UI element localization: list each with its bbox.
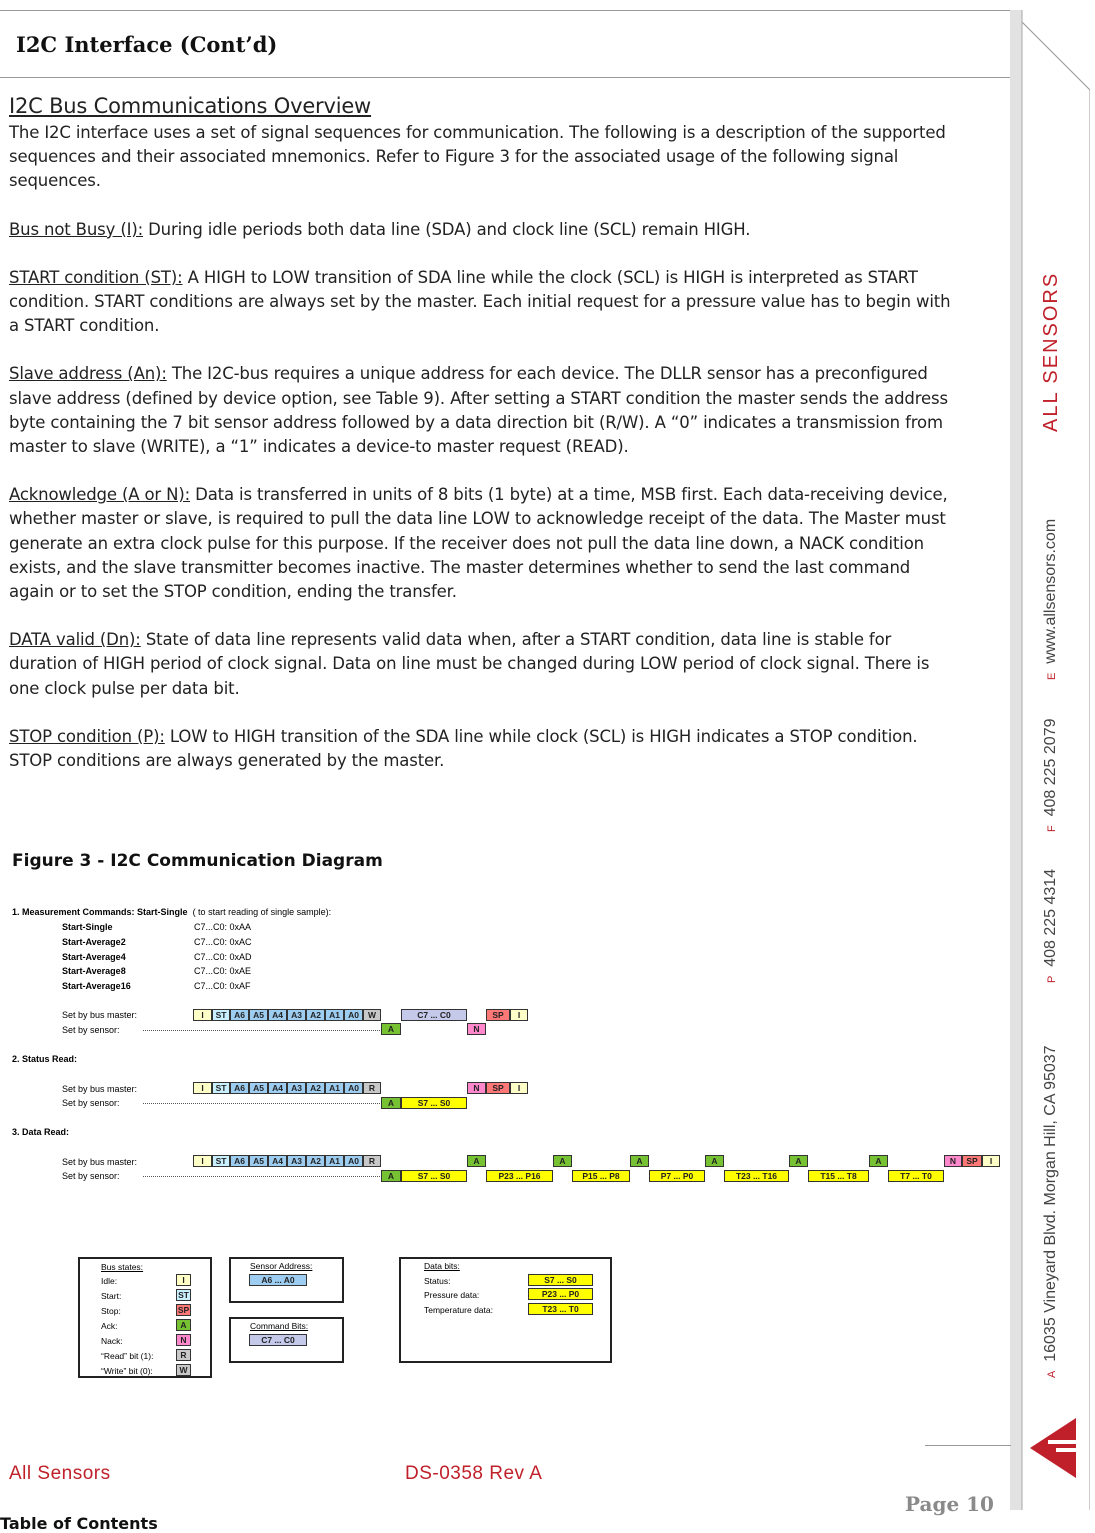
ack-cell: A: [869, 1155, 888, 1167]
addr-bit-cell: A4: [268, 1155, 287, 1167]
def-text: The I2C-bus requires a unique address for each device. The DLLR sensor has a preconfigured slave address (defined by device option, see Table 9). After setting a START condition the master sends the address byte containing the 7 bit sensor address followed by a data direction bit (R/W). A “0” indicates a transmission from master to slave (WRITE), a “1” indicates a device-to master request (READ).: [9, 364, 948, 457]
section-title: I2C Bus Communications Overview: [9, 94, 372, 118]
ack-cell: A: [789, 1155, 808, 1167]
def-text: During idle periods both data line (SDA) and clock line (SCL) remain HIGH.: [143, 219, 751, 239]
pressure-bits-cell: P15 ... P8: [572, 1170, 630, 1182]
legend-addr-cell: A6 ... A0: [249, 1274, 307, 1286]
def-text: A HIGH to LOW transition of SDA line while the clock (SCL) is HIGH is interpreted as START condition. START conditions are always set by the master. Each initial request for a pressure value has to begin with a START condition.: [9, 267, 951, 336]
address-text: 16035 Vineyard Blvd. Morgan Hill, CA 95037: [1042, 1045, 1059, 1362]
legend-code: S7 ... S0: [528, 1274, 593, 1286]
ack-cell: A: [705, 1155, 724, 1167]
next-page-cut-text: Table of Contents: [0, 1514, 158, 1533]
section-body: [9, 121, 959, 797]
addr-bit-cell: A5: [249, 1082, 268, 1094]
ack-cell: A: [467, 1155, 486, 1167]
footer-brand: All Sensors: [9, 1463, 111, 1484]
idle-cell: I: [510, 1082, 528, 1094]
command-bits-cell: C7 ... C0: [401, 1009, 467, 1021]
def-acknowledge: [9, 483, 959, 604]
addr-bit-cell: A2: [306, 1009, 325, 1021]
cmd-name: Start-Average8: [62, 966, 126, 976]
cmd-name: Start-Average2: [62, 937, 126, 947]
def-data-valid: [9, 628, 959, 701]
temperature-bits-cell: T7 ... T0: [888, 1170, 944, 1182]
addr-bit-cell: A1: [325, 1009, 344, 1021]
addr-bit-cell: A3: [287, 1009, 306, 1021]
addr-bit-cell: A0: [344, 1155, 363, 1167]
sidebar-address: [1042, 1045, 1060, 1378]
cmd-name: Start-Single: [62, 922, 113, 932]
page-number: Page 10: [905, 1492, 994, 1516]
legend-sensor-address: [229, 1257, 344, 1303]
phone-prefix: P: [1046, 975, 1058, 983]
start-cell: ST: [212, 1082, 230, 1094]
def-bus-not-busy: [9, 218, 959, 242]
sensor-dotted-line: [143, 1176, 380, 1177]
legend-bus-states: [78, 1257, 212, 1378]
ack-cell: A: [381, 1023, 401, 1035]
read-bit-cell: R: [363, 1155, 381, 1167]
ack-cell: A: [381, 1170, 401, 1182]
fax-prefix: F: [1046, 825, 1058, 832]
header-rule: [0, 77, 1012, 78]
footer-doc-id: DS-0358 Rev A: [405, 1463, 543, 1484]
legend-command-bits: [229, 1317, 344, 1363]
sensor-dotted-line: [143, 1030, 380, 1031]
addr-bit-cell: A6: [230, 1155, 249, 1167]
sensor-label: Set by sensor:: [62, 1171, 120, 1181]
def-start-condition: [9, 266, 959, 339]
legend-label: Stop:: [101, 1306, 121, 1316]
sensor-dotted-line: [143, 1103, 380, 1104]
idle-cell: I: [510, 1009, 528, 1021]
def-term: START condition (ST):: [9, 267, 183, 287]
legend-label: Status:: [424, 1276, 451, 1286]
legend-data-bits: [399, 1257, 612, 1363]
sidebar-phone: [1042, 869, 1060, 983]
nack-cell: N: [467, 1023, 486, 1035]
addr-bit-cell: A2: [306, 1082, 325, 1094]
sensor-label: Set by sensor:: [62, 1098, 120, 1108]
legend-cmd-title: Command Bits:: [250, 1321, 309, 1331]
addr-bit-cell: A4: [268, 1009, 287, 1021]
legend-code: I: [176, 1274, 191, 1286]
cmd-code: C7...C0: 0xAC: [194, 937, 252, 947]
status-read-title: 2. Status Read:: [12, 1054, 78, 1064]
data-read-title: 3. Data Read:: [12, 1127, 70, 1137]
legend-label: Temperature data:: [424, 1305, 493, 1315]
def-term: DATA valid (Dn):: [9, 630, 141, 650]
all-sensors-logo-icon: [1030, 1418, 1078, 1478]
phone-text: 408 225 4314: [1042, 868, 1059, 967]
idle-cell: I: [193, 1009, 212, 1021]
ack-cell: A: [553, 1155, 572, 1167]
legend-code: W: [176, 1364, 191, 1376]
addr-bit-cell: A1: [325, 1155, 344, 1167]
pressure-bits-cell: P7 ... P0: [649, 1170, 705, 1182]
addr-bit-cell: A3: [287, 1082, 306, 1094]
legend-bus-title: Bus states:: [101, 1262, 144, 1272]
temperature-bits-cell: T23 ... T16: [724, 1170, 789, 1182]
intro-paragraph: The I2C interface uses a set of signal sequences for communication. The following is a description of the supported sequences and their associated mnemonics. Refer to Figure 3 for the associated usage of the following signal sequences.: [9, 123, 946, 191]
legend-label: Nack:: [101, 1336, 123, 1346]
stop-cell: SP: [486, 1082, 510, 1094]
figure-title: Figure 3 - I2C Communication Diagram: [12, 851, 383, 871]
legend-label: “Read” bit (1):: [101, 1351, 154, 1361]
cmd-name: Start-Average16: [62, 981, 131, 991]
legend-code: T23 ... T0: [528, 1303, 593, 1315]
read-bit-cell: R: [363, 1082, 381, 1094]
def-text: LOW to HIGH transition of the SDA line while clock (SCL) is HIGH indicates a STOP condition. STOP conditions are always generated by the master.: [9, 726, 918, 771]
sidebar-brand: ALL SENSORS: [1040, 271, 1062, 432]
legend-cmd-cell: C7 ... C0: [249, 1334, 307, 1346]
legend-label: Idle:: [101, 1276, 118, 1286]
cmd-name: Start-Average4: [62, 952, 126, 962]
legend-data-title: Data bits:: [424, 1261, 460, 1271]
addr-bit-cell: A0: [344, 1082, 363, 1094]
ack-cell: A: [630, 1155, 649, 1167]
web-text: www.allsensors.com: [1042, 518, 1059, 664]
write-bit-cell: W: [363, 1009, 381, 1021]
legend-code: SP: [177, 1305, 190, 1315]
idle-cell: I: [193, 1155, 212, 1167]
legend-code: P23 ... P0: [528, 1288, 593, 1300]
def-text: State of data line represents valid data when, after a START condition, data line is stable for duration of HIGH period of clock signal. Data on line must be changed during LOW period of clock signal. There is one clock pulse per data bit.: [9, 630, 930, 698]
pressure-bits-cell: P23 ... P16: [486, 1170, 553, 1182]
addr-bit-cell: A1: [325, 1082, 344, 1094]
footer-rule: [925, 1445, 1011, 1446]
def-stop-condition: [9, 725, 959, 773]
addr-bit-cell: A5: [249, 1009, 268, 1021]
legend-code: ST: [176, 1289, 191, 1301]
status-bits-cell: S7 ... S0: [401, 1097, 467, 1109]
start-cell: ST: [212, 1155, 230, 1167]
legend-code: R: [176, 1349, 191, 1361]
addr-bit-cell: A5: [249, 1155, 268, 1167]
page-header-title: I2C Interface (Cont’d): [16, 32, 278, 57]
nack-cell: N: [467, 1082, 486, 1094]
def-term: Slave address (An):: [9, 364, 167, 384]
cmd-code: C7...C0: 0xAE: [194, 966, 252, 976]
stop-cell: SP: [962, 1155, 982, 1167]
def-term: STOP condition (P):: [9, 726, 165, 746]
sidebar-fax: [1042, 719, 1060, 833]
addr-bit-cell: A6: [230, 1082, 249, 1094]
sidebar-web: [1042, 519, 1060, 680]
addr-bit-cell: A4: [268, 1082, 287, 1094]
measurement-commands-title: [12, 907, 331, 917]
legend-code: A: [176, 1319, 191, 1331]
addr-prefix: A: [1046, 1370, 1058, 1378]
cmd-code: C7...C0: 0xAA: [194, 922, 252, 932]
sensor-label: Set by sensor:: [62, 1025, 120, 1035]
master-label: Set by bus master:: [62, 1010, 138, 1020]
stop-cell: SP: [486, 1009, 510, 1021]
legend-label: Start:: [101, 1291, 122, 1301]
legend-label: Pressure data:: [424, 1290, 480, 1300]
legend-label: Ack:: [101, 1321, 118, 1331]
status-bits-cell: S7 ... S0: [401, 1170, 467, 1182]
legend-code: N: [176, 1334, 191, 1346]
ack-cell: A: [381, 1097, 401, 1109]
master-label: Set by bus master:: [62, 1157, 138, 1167]
cmd-code: C7...C0: 0xAD: [194, 952, 252, 962]
addr-bit-cell: A6: [230, 1009, 249, 1021]
start-cell: ST: [212, 1009, 230, 1021]
legend-addr-title: Sensor Address:: [250, 1261, 313, 1271]
def-text: Data is transferred in units of 8 bits (1 byte) at a time, MSB first. Each data-receiving device, whether master or slave, is required to pull the data line LOW to acknowledge receipt of the data. The Master must generate an extra clock pulse for this purpose. If the receiver does not pull the data line down, a NACK condition exists, and the slave transmitter becomes inactive. The master determines whether to send the last command again or to set the STOP condition, ending the transfer.: [9, 485, 948, 602]
cmd-code: C7...C0: 0xAF: [194, 981, 251, 991]
fax-text: 408 225 2079: [1042, 718, 1059, 817]
s1-title: 1. Measurement Commands: Start-Single: [12, 907, 188, 917]
def-slave-address: [9, 362, 959, 459]
addr-bit-cell: A3: [287, 1155, 306, 1167]
temperature-bits-cell: T15 ... T8: [808, 1170, 869, 1182]
addr-bit-cell: A2: [306, 1155, 325, 1167]
def-term: Bus not Busy (I):: [9, 219, 144, 239]
web-prefix: E: [1046, 672, 1058, 680]
legend-label: “Write” bit (0):: [101, 1366, 153, 1376]
def-term: Acknowledge (A or N):: [9, 485, 191, 505]
s1-note: ( to start reading of single sample):: [192, 907, 332, 917]
master-label: Set by bus master:: [62, 1084, 138, 1094]
nack-cell: N: [944, 1155, 962, 1167]
idle-cell: I: [982, 1155, 1000, 1167]
addr-bit-cell: A0: [344, 1009, 363, 1021]
top-rule: [0, 10, 1012, 11]
idle-cell: I: [193, 1082, 212, 1094]
